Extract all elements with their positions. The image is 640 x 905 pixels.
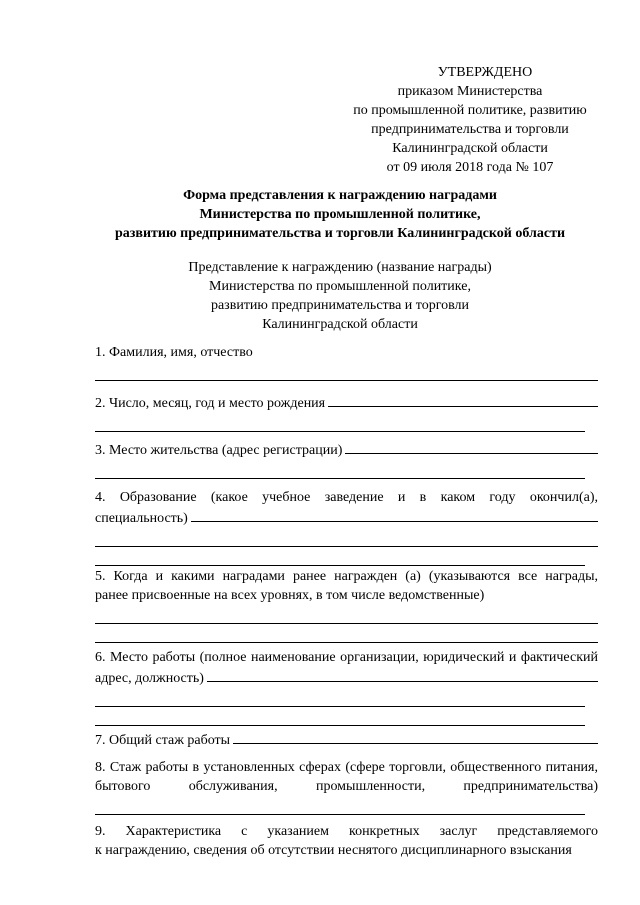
field-label: 4. Образование (какое учебное заведение и в каком году окончил(а), <box>95 490 598 505</box>
field-label: 7. Общий стаж работы <box>95 733 231 748</box>
field-label: 5. Когда и какими наградами ранее награжден (а) (указываются все награды, <box>95 569 598 584</box>
field-total-experience <box>95 729 598 750</box>
field-characteristics <box>95 822 598 860</box>
form-subtitle-line-4: Калининградской области <box>262 317 418 332</box>
approval-ministry-line-2: предпринимательства и торговли <box>371 122 569 137</box>
field-previous-awards <box>95 567 598 643</box>
form-subtitle-line-2: Министерства по промышленной политике, <box>209 279 471 294</box>
fill-line[interactable] <box>95 413 585 432</box>
fill-line[interactable] <box>233 729 598 744</box>
fill-line[interactable] <box>328 392 598 407</box>
field-label: 6. Место работы (полное наименование организации, юридический и фактический <box>95 650 598 665</box>
approval-date-line: от 09 июля 2018 года № 107 <box>386 160 554 175</box>
approval-heading: УТВЕРЖДЕНО <box>437 65 533 80</box>
form-title-line-3: развитию предпринимательства и торговли Калининградской области <box>114 226 566 241</box>
field-label-cont: бытового обслуживания, промышленности, предпринимательства) <box>95 779 598 794</box>
fill-line[interactable] <box>95 362 598 381</box>
field-label: 2. Число, месяц, год и место рождения <box>95 396 326 411</box>
approval-region-line: Калининградской области <box>392 141 548 156</box>
fill-line[interactable] <box>95 528 598 547</box>
fill-line[interactable] <box>95 624 598 643</box>
field-full-name <box>95 343 598 381</box>
field-label-cont: адрес, должность) <box>95 671 204 686</box>
form-subtitle <box>60 258 620 334</box>
field-label: 9. Характеристика с указанием конкретных заслуг представляемого <box>95 824 598 839</box>
field-education <box>95 488 598 566</box>
fill-line[interactable] <box>191 507 598 522</box>
fill-line[interactable] <box>95 707 585 726</box>
approval-order-line: приказом Министерства <box>397 84 543 99</box>
form-title <box>60 186 620 243</box>
field-label: 3. Место жительства (адрес регистрации) <box>95 443 343 458</box>
field-residence <box>95 439 598 479</box>
fill-line[interactable] <box>345 439 598 454</box>
field-label-cont: специальность) <box>95 511 188 526</box>
fill-line[interactable] <box>207 667 598 682</box>
form-subtitle-line-1: Представление к награждению (название награды) <box>188 260 492 275</box>
fill-line[interactable] <box>95 605 598 624</box>
form-title-line-2: Министерства по промышленной политике, <box>199 207 481 222</box>
fill-line[interactable] <box>95 547 585 566</box>
field-label: 1. Фамилия, имя, отчество <box>95 345 253 360</box>
field-sector-experience <box>95 758 598 815</box>
field-label-cont: ранее присвоенные на всех уровнях, в том числе ведомственные) <box>95 588 485 603</box>
field-label-cont: к награждению, сведения об отсутствии неснятого дисциплинарного взыскания <box>95 843 572 858</box>
fill-line[interactable] <box>95 460 585 479</box>
fill-line[interactable] <box>95 796 585 815</box>
approval-stamp <box>320 63 620 177</box>
field-workplace <box>95 648 598 726</box>
field-label: 8. Стаж работы в установленных сферах (сфере торговли, общественного питания, <box>95 760 598 775</box>
approval-ministry-line: по промышленной политике, развитию <box>353 103 587 118</box>
field-birth <box>95 392 598 432</box>
fill-line[interactable] <box>95 688 585 707</box>
form-subtitle-line-3: развитию предпринимательства и торговли <box>210 298 470 313</box>
form-title-line-1: Форма представления к награждению наградами <box>183 188 497 203</box>
